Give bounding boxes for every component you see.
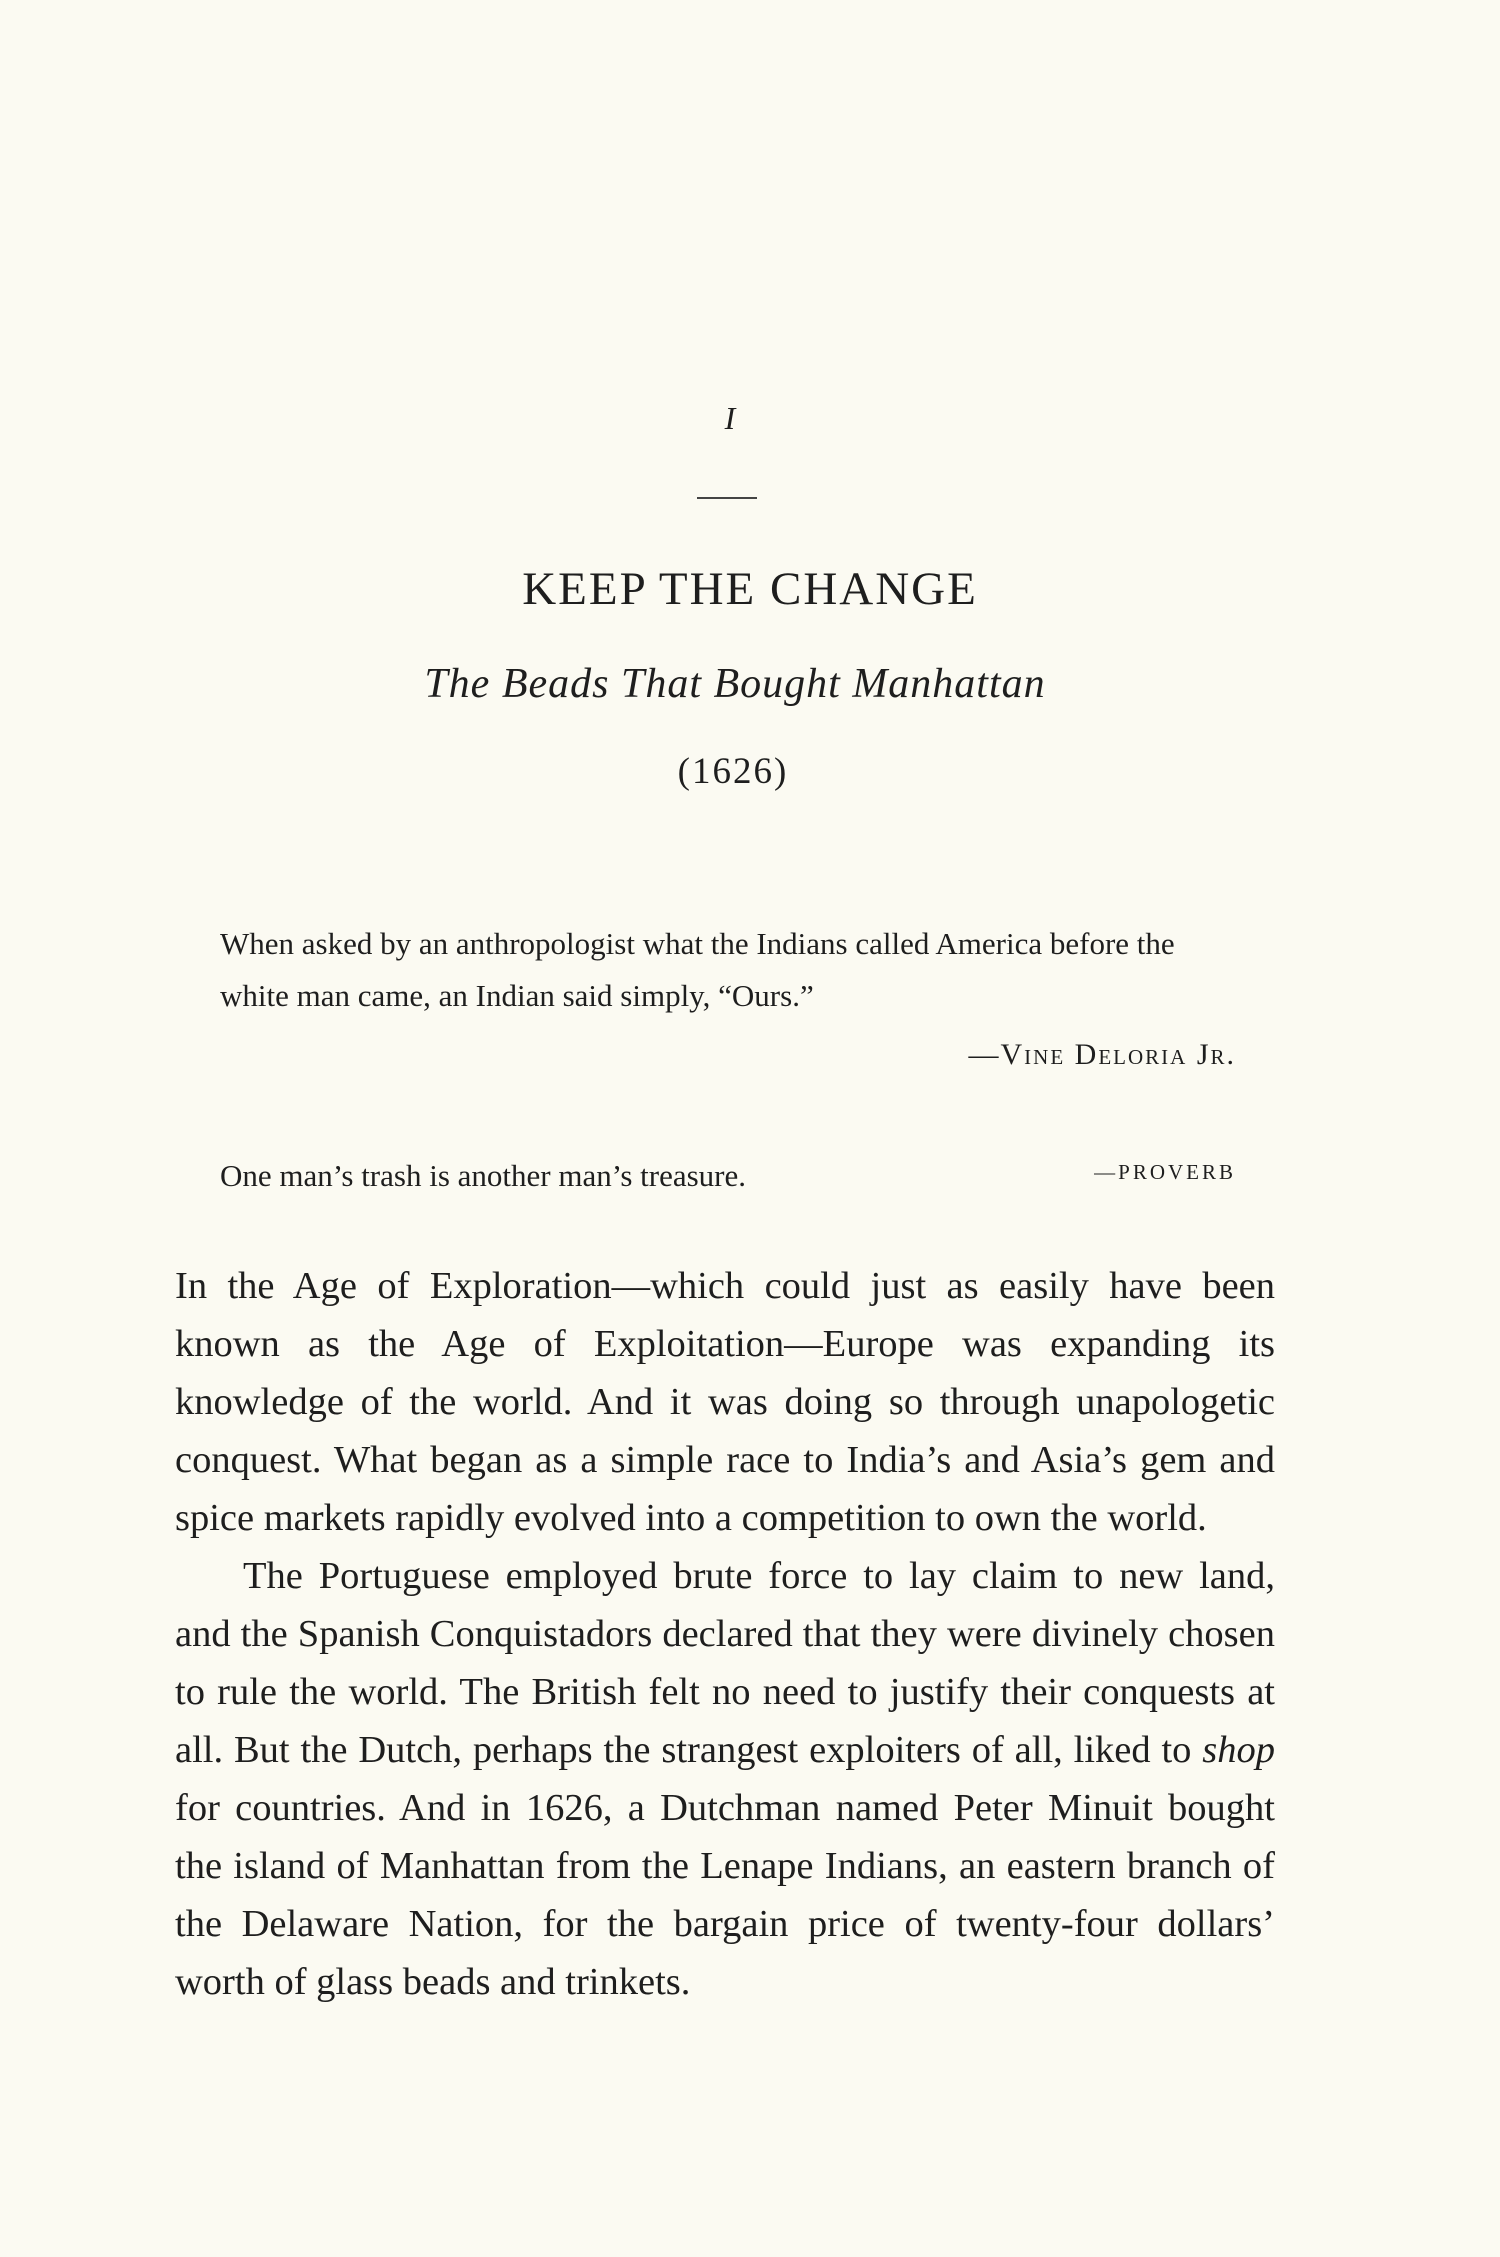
body-paragraph (175, 1547, 1275, 2011)
chapter-year: (1626) (677, 751, 789, 792)
epigraph-attribution: —Vine Deloria Jr. (968, 1038, 1236, 1071)
body-text-segment: for countries. And in 1626, a Dutchman named Peter Minuit bought the island of Manhattan from the Lenape Indians, an eastern branch of the Delaware Nation, for the bargain price of twenty-four dollars’ worth of glass beads and trinkets. (175, 1787, 1275, 2003)
chapter-title: KEEP THE CHANGE (522, 563, 978, 615)
epigraph-quote: When asked by an anthropologist what the Indians called America before the white man came, an Indian said simply, “Ours.” (220, 926, 1175, 1013)
epigraph-proverb: One man’s trash is another man’s treasure. (220, 1158, 746, 1193)
chapter-subtitle: The Beads That Bought Manhattan (424, 661, 1046, 707)
body-text-segment: The Portuguese employed brute force to lay claim to new land, and the Spanish Conquistadors declared that they were divinely chosen to rule the world. The British felt no need to justify their conquests at all. But the Dutch, perhaps the strangest exploiters of all, liked to (175, 1555, 1275, 1771)
emphasized-word: shop (1202, 1729, 1275, 1771)
chapter-number: I (724, 400, 736, 436)
body-paragraph: In the Age of Exploration—which could just as easily have been known as the Age of Exploitation—Europe was expanding its knowledge of the world. And it was doing so through unapologetic conquest. What began as a simple race to India’s and Asia’s gem and spice markets rapidly evolved into a competition to own the world. (175, 1265, 1275, 1539)
chapter-divider (697, 497, 757, 499)
proverb-attribution: —PROVERB (1094, 1160, 1236, 1184)
chapter-body (175, 1257, 1275, 2011)
